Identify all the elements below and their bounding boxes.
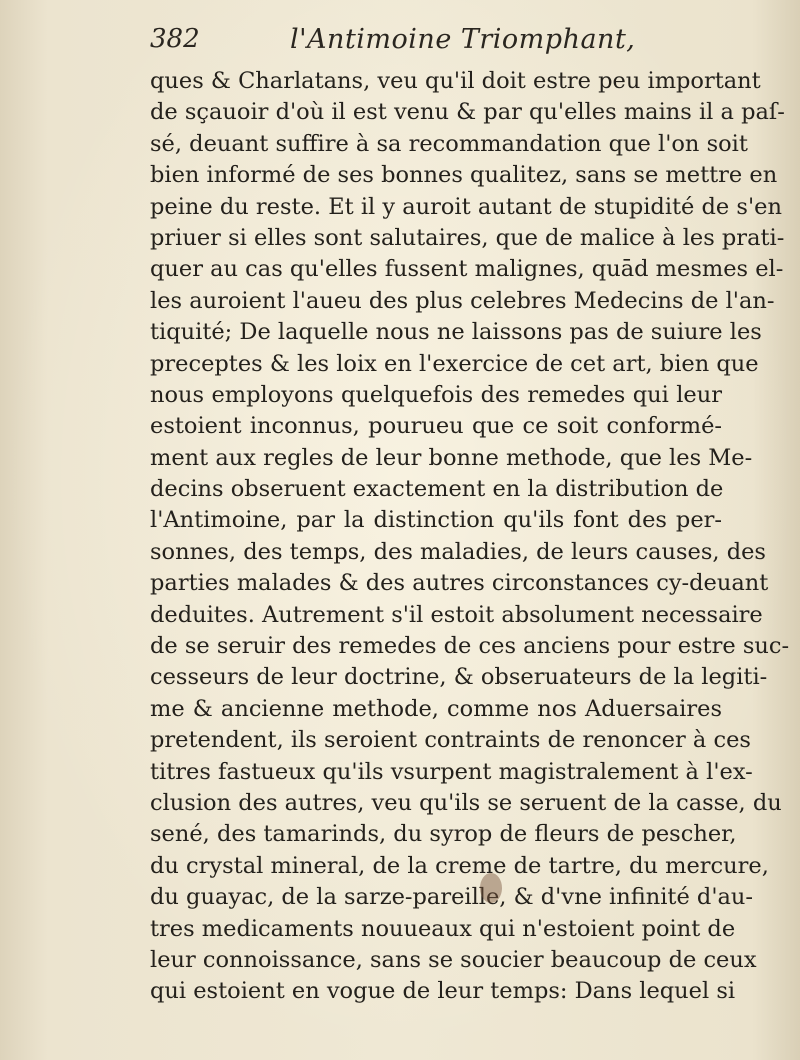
text-line: peine du reste. Et il y auroit autant de stupidité de s'en [150, 193, 782, 220]
text-line: ques & Charlatans, veu qu'il doit estre peu important [150, 68, 761, 94]
text-line: me & ancienne methode, comme nos Aduersaires [150, 695, 722, 722]
text-line: de sçauoir d'où il est venu & par qu'elles mains il a paſ- [150, 99, 785, 126]
text-line: estoient inconnus, pourueu que ce soit conformé- [150, 413, 722, 440]
text-line: quer au cas qu'elles fussent malignes, quād mesmes el- [150, 256, 784, 283]
body-text [150, 66, 790, 1008]
text-line: nous employons quelquefois des remedes qui leur [150, 381, 722, 408]
text-line: de se seruir des remedes de ces anciens pour estre suc- [150, 633, 790, 660]
page-header [150, 22, 730, 62]
text-line: du guayac, de la sarze-pareille, & d'vne infinité d'au- [150, 884, 754, 911]
text-line: deduites. Autrement s'il estoit absolument necessaire [150, 601, 763, 628]
text-line: clusion des autres, veu qu'ils se seruent de la casse, du [150, 789, 782, 816]
page-number: 382 [150, 24, 200, 54]
text-line: les auroient l'aueu des plus celebres Medecins de l'an- [150, 287, 775, 314]
text-line: parties malades & des autres circonstances cy-deuant [150, 570, 769, 597]
text-line: pretendent, ils seroient contraints de renoncer à ces [150, 727, 751, 754]
text-line: qui estoient en vogue de leur temps: Dans lequel si [150, 978, 736, 1005]
text-line: priuer si elles sont salutaires, que de malice à les prati- [150, 224, 785, 251]
text-line: l'Antimoine, par la distinction qu'ils font des per- [150, 507, 722, 534]
text-line: tiquité; De laquelle nous ne laissons pas de suiure les [150, 319, 762, 346]
text-line: ment aux regles de leur bonne methode, que les Me- [150, 444, 753, 471]
text-line: sené, des tamarinds, du syrop de fleurs de pescher, [150, 821, 737, 848]
text-line: tres medicaments nouueaux qui n'estoient point de [150, 915, 736, 942]
text-line: titres fastueux qu'ils vsurpent magistralement à l'ex- [150, 758, 753, 785]
text-line: leur connoissance, sans se soucier beaucoup de ceux [150, 946, 757, 973]
text-line: bien informé de ses bonnes qualitez, sans se mettre en [150, 162, 778, 189]
text-line: du crystal mineral, de la creme de tartre, du mercure, [150, 852, 769, 879]
text-line: sonnes, des temps, des maladies, de leurs causes, des [150, 538, 766, 565]
text-line: preceptes & les loix en l'exercice de cet art, bien que [150, 350, 759, 377]
ink-stain [480, 873, 502, 903]
text-line: decins obseruent exactement en la distribution de [150, 476, 724, 503]
text-line: sé, deuant suffire à sa recommandation que l'on soit [150, 130, 748, 157]
running-title: l'Antimoine Triomphant, [290, 24, 636, 55]
text-line: cesseurs de leur doctrine, & obseruateurs de la legiti- [150, 664, 768, 691]
